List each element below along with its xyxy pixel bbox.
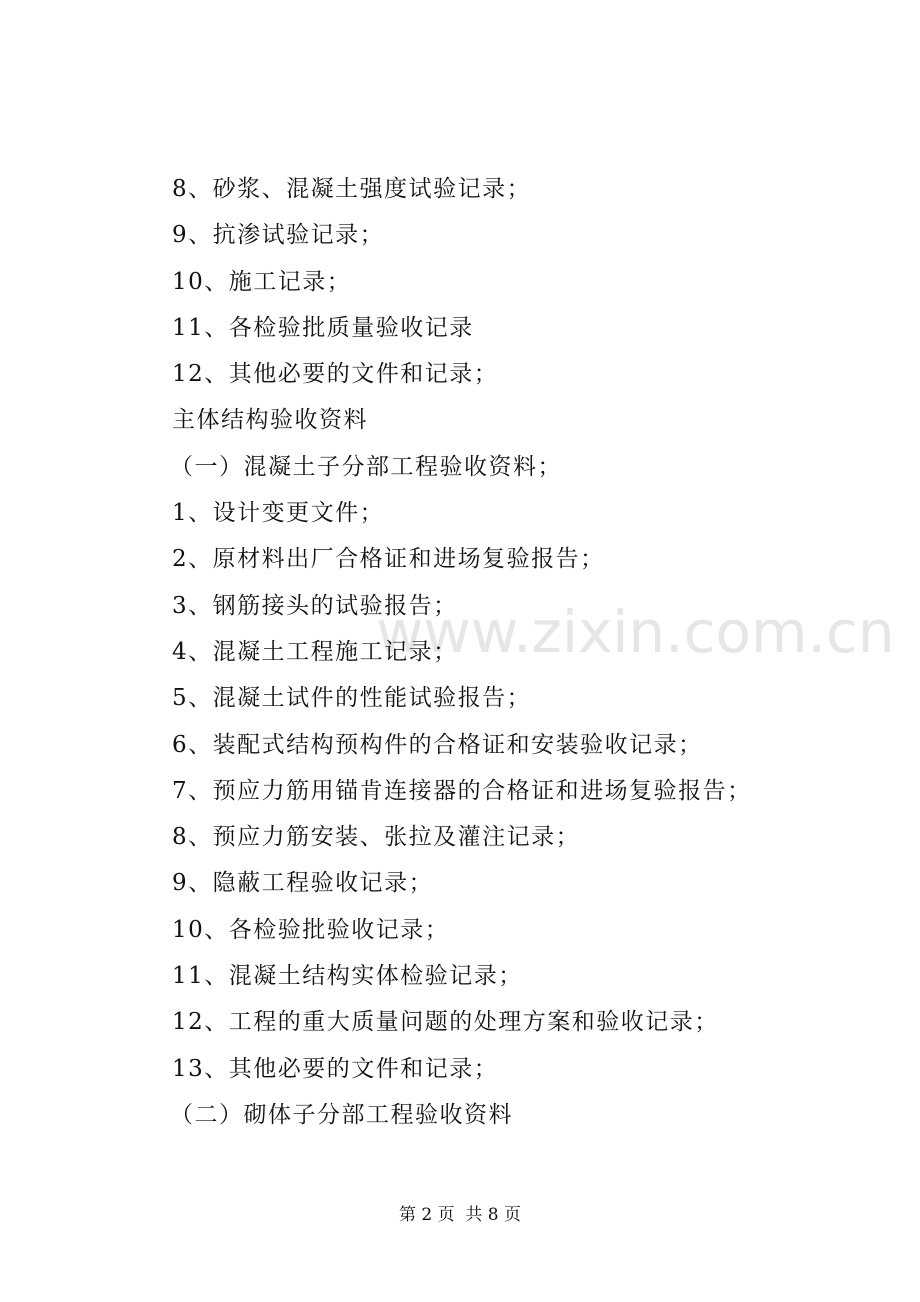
list-item: 11、各检验批质量验收记录 <box>172 314 474 341</box>
list-item: 10、施工记录； <box>172 268 352 295</box>
subsection-heading: （一）混凝土子分部工程验收资料； <box>170 453 562 480</box>
watermark: www.zixin.com.cn <box>376 598 895 666</box>
list-item: 6、装配式结构预构件的合格证和安装验收记录； <box>172 731 703 758</box>
list-item: 8、砂浆、混凝土强度试验记录； <box>172 176 532 202</box>
page-number-footer: 第 2 页 共 8 页 <box>398 1205 522 1225</box>
list-item: 7、预应力筋用锚肯连接器的合格证和进场复验报告； <box>172 777 752 804</box>
subsection-heading: （二）砌体子分部工程验收资料 <box>170 1101 513 1128</box>
list-item: 12、工程的重大质量问题的处理方案和验收记录； <box>172 1009 719 1036</box>
list-item: 1、设计变更文件； <box>172 500 385 527</box>
section-heading: 主体结构验收资料 <box>172 407 368 434</box>
list-item: 10、各检验批验收记录； <box>172 916 450 943</box>
list-item: 2、原材料出厂合格证和进场复验报告； <box>172 546 605 573</box>
list-item: 4、混凝土工程施工记录； <box>172 638 458 665</box>
list-item: 12、其他必要的文件和记录； <box>172 361 499 388</box>
list-item: 8、预应力筋安装、张拉及灌注记录； <box>172 824 581 851</box>
list-item: 9、抗渗试验记录； <box>172 222 385 249</box>
list-item: 9、隐蔽工程验收记录； <box>172 870 434 897</box>
list-item: 5、混凝土试件的性能试验报告； <box>172 685 532 712</box>
list-item: 13、其他必要的文件和记录； <box>172 1055 499 1082</box>
list-item: 3、钢筋接头的试验报告； <box>172 592 458 619</box>
list-item: 11、混凝土结构实体检验记录； <box>172 963 523 990</box>
document-body <box>172 166 852 1138</box>
